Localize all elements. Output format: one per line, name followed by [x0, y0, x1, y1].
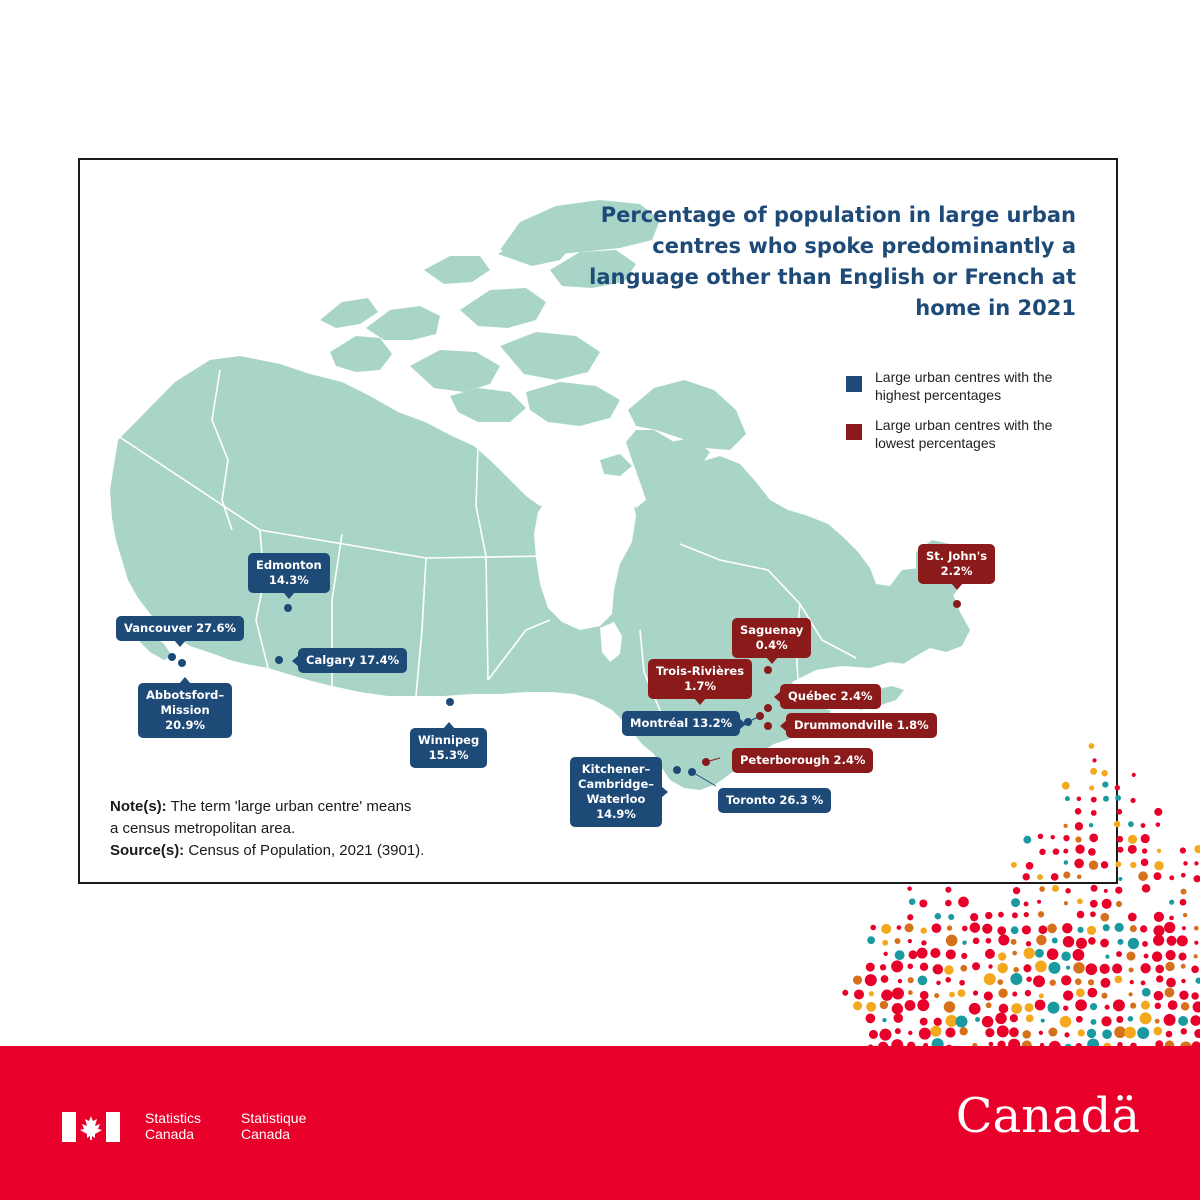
marker-winnipeg	[446, 698, 454, 706]
label-peterborough-text: Peterborough 2.4%	[740, 753, 866, 767]
canada-wordmark: Canadä	[955, 1088, 1140, 1144]
agency-name-fr-line1: Statistique	[241, 1110, 307, 1126]
marker-saguenay	[764, 666, 772, 674]
label-calgary-text: Calgary 17.4%	[306, 653, 400, 667]
label-kitchener-line4: 14.9%	[596, 807, 636, 821]
footer-bar	[0, 1046, 1200, 1200]
legend-label-high: Large urban centres with the highest percentages	[875, 369, 1053, 403]
label-kitchener-line2: Cambridge–	[578, 777, 655, 791]
source-line	[110, 840, 424, 862]
marker-kitchener	[673, 766, 681, 774]
label-winnipeg	[410, 728, 487, 768]
marker-abbotsford	[178, 659, 186, 667]
label-st-johns	[918, 544, 995, 584]
label-toronto-text: Toronto 26.3 %	[726, 793, 824, 807]
label-winnipeg-line2: 15.3%	[428, 748, 469, 762]
label-montreal	[622, 711, 740, 736]
agency-name-en-line1: Statistics	[145, 1110, 202, 1126]
marker-quebec	[764, 704, 772, 712]
canada-flag-icon	[62, 1112, 120, 1142]
label-edmonton-line2: 14.3%	[268, 573, 309, 587]
label-saguenay-line1: Saguenay	[740, 623, 804, 637]
note-label: Note(s):	[110, 798, 167, 815]
label-drummondville-text: Drummondville 1.8%	[794, 718, 929, 732]
marker-st-johns	[953, 600, 961, 608]
label-trois-rivieres	[648, 659, 752, 699]
label-kitchener-line3: Waterloo	[586, 792, 646, 806]
label-kitchener-line1: Kitchener–	[581, 762, 651, 776]
label-quebec	[780, 684, 881, 709]
map-title: Percentage of population in large urban centres who spoke predominantly a language other than English or French at home in 2021	[589, 203, 1076, 320]
label-st-johns-line2: 2.2%	[940, 564, 973, 578]
label-edmonton	[248, 553, 330, 593]
source-text: Census of Population, 2021 (3901).	[184, 842, 425, 859]
label-saguenay-line2: 0.4%	[755, 638, 788, 652]
label-abbotsford-line1: Abbotsford–	[146, 688, 225, 702]
note-line2: a census metropolitan area.	[110, 820, 296, 837]
label-abbotsford-line3: 20.9%	[165, 718, 206, 732]
label-montreal-text: Montréal 13.2%	[630, 716, 733, 730]
marker-vancouver	[168, 653, 176, 661]
label-vancouver	[116, 616, 244, 641]
label-st-johns-line1: St. John's	[926, 549, 988, 563]
marker-calgary	[275, 656, 283, 664]
label-quebec-text: Québec 2.4%	[788, 689, 873, 703]
legend-swatch-high	[846, 376, 862, 392]
label-abbotsford-line2: Mission	[160, 703, 210, 717]
label-abbotsford	[138, 683, 232, 738]
source-label: Source(s):	[110, 842, 185, 859]
label-kitchener	[570, 757, 662, 827]
agency-name-en-line2: Canada	[145, 1126, 195, 1142]
legend-label-low: Large urban centres with the lowest percentages	[875, 417, 1053, 451]
legend-item-low	[846, 416, 1075, 452]
note-text: The term 'large urban centre' means	[166, 798, 412, 815]
label-calgary	[298, 648, 407, 673]
label-trois-rivieres-line1: Trois-Rivières	[656, 664, 745, 678]
marker-drummondville	[764, 722, 772, 730]
maple-leaf-icon	[840, 720, 1200, 1060]
legend-swatch-low	[846, 424, 862, 440]
label-vancouver-text: Vancouver 27.6%	[124, 621, 236, 635]
label-toronto	[718, 788, 831, 813]
label-trois-rivieres-line2: 1.7%	[684, 679, 716, 693]
legend-item-high	[846, 368, 1075, 404]
agency-name-fr-line2: Canada	[241, 1126, 291, 1142]
marker-edmonton	[284, 604, 292, 612]
note-line1	[110, 796, 411, 818]
label-winnipeg-line1: Winnipeg	[418, 733, 480, 747]
label-saguenay	[732, 618, 811, 658]
label-edmonton-line1: Edmonton	[256, 558, 322, 572]
